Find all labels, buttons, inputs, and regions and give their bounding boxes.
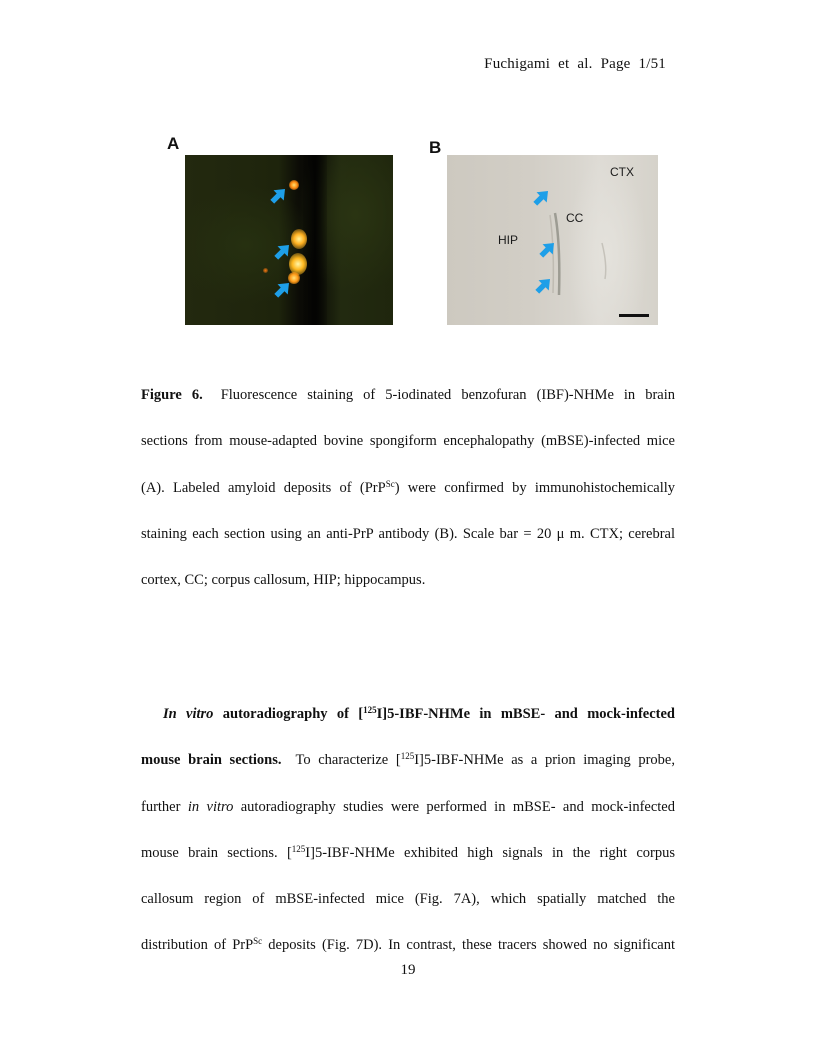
body-line-6b: deposits (Fig. 7D). In contrast, these tracers showed no significant: [262, 937, 676, 954]
header-author: Fuchigami: [484, 56, 551, 72]
blue-arrow-icon: [270, 189, 285, 204]
caption-line-3a: (A). Labeled amyloid deposits of (PrP: [141, 479, 386, 496]
caption-line-2: sections from mouse-adapted bovine spongiform encephalopathy (mBSE)-infected mice: [141, 433, 675, 450]
body-line-5: callosum region of mBSE-infected mice (Fig. 7A), which spatially matched the: [141, 891, 675, 908]
running-header: [484, 56, 666, 73]
body-line-2b: I]5-IBF-NHMe as a prion imaging probe,: [414, 752, 675, 769]
body-sup-125b: 125: [291, 843, 306, 854]
body-line-6a: distribution of PrP: [141, 937, 254, 954]
panel-b-letter: B: [429, 138, 442, 157]
immunohistochemistry-micrograph: [447, 155, 658, 325]
cc-label: CC: [566, 211, 584, 225]
hip-label: HIP: [498, 233, 519, 247]
figure-caption: [141, 372, 675, 603]
blue-arrow-icon: [274, 245, 289, 260]
blue-arrow-icon: [535, 279, 550, 294]
blue-arrow-icon: [539, 243, 554, 258]
caption-line-5: cortex, CC; corpus callosum, HIP; hippocampus.: [141, 572, 426, 589]
caption-sup-sc: Sc: [385, 478, 395, 489]
body-line-4a: mouse brain sections. [: [141, 844, 292, 861]
caption-line-3b: ) were confirmed by immunohistochemically: [394, 479, 675, 496]
page-number: 19: [400, 962, 416, 978]
blue-arrow-icon: [533, 191, 548, 206]
body-line-2a: To characterize [: [295, 752, 401, 769]
blue-arrow-icon: [274, 283, 289, 298]
section-title-b: I]5-IBF-NHMe in mBSE- and mock-infected: [376, 706, 675, 722]
body-line-3-italic: in vitro: [187, 798, 234, 815]
section-title-line-2: mouse brain sections.: [141, 752, 282, 769]
figure-label: Figure 6.: [141, 387, 203, 403]
header-etal-et: et: [558, 56, 570, 72]
fluorescence-micrograph: [185, 155, 393, 325]
body-line-3a: further: [141, 798, 188, 815]
header-page-label: Page: [600, 56, 631, 72]
body-section: [141, 691, 675, 969]
body-sup-sc: Sc: [253, 936, 263, 947]
section-title-sup: 125: [363, 705, 377, 715]
panel-a-arrows: [185, 155, 393, 325]
panel-b-tissue: [447, 155, 658, 325]
body-line-3b: autoradiography studies were performed in mBSE- and mock-infected: [233, 798, 675, 815]
scale-bar: [619, 314, 649, 317]
caption-line-4: staining each section using an anti-PrP antibody (B). Scale bar = 20 μ m. CTX; cerebral: [141, 525, 675, 542]
section-title-italic: In vitro: [163, 706, 214, 722]
ctx-label: CTX: [610, 165, 634, 179]
section-title-line-1: [141, 691, 675, 737]
header-etal-al: al.: [577, 56, 593, 72]
section-title-a: autoradiography of [: [213, 706, 364, 722]
header-page-count: 1/51: [638, 56, 666, 72]
panel-a-letter: A: [167, 134, 180, 153]
body-line-4b: I]5-IBF-NHMe exhibited high signals in the right corpus: [305, 844, 676, 861]
body-sup-125a: 125: [400, 751, 415, 762]
caption-line-1: Fluorescence staining of 5-iodinated benzofuran (IBF)-NHMe in brain: [220, 387, 675, 403]
